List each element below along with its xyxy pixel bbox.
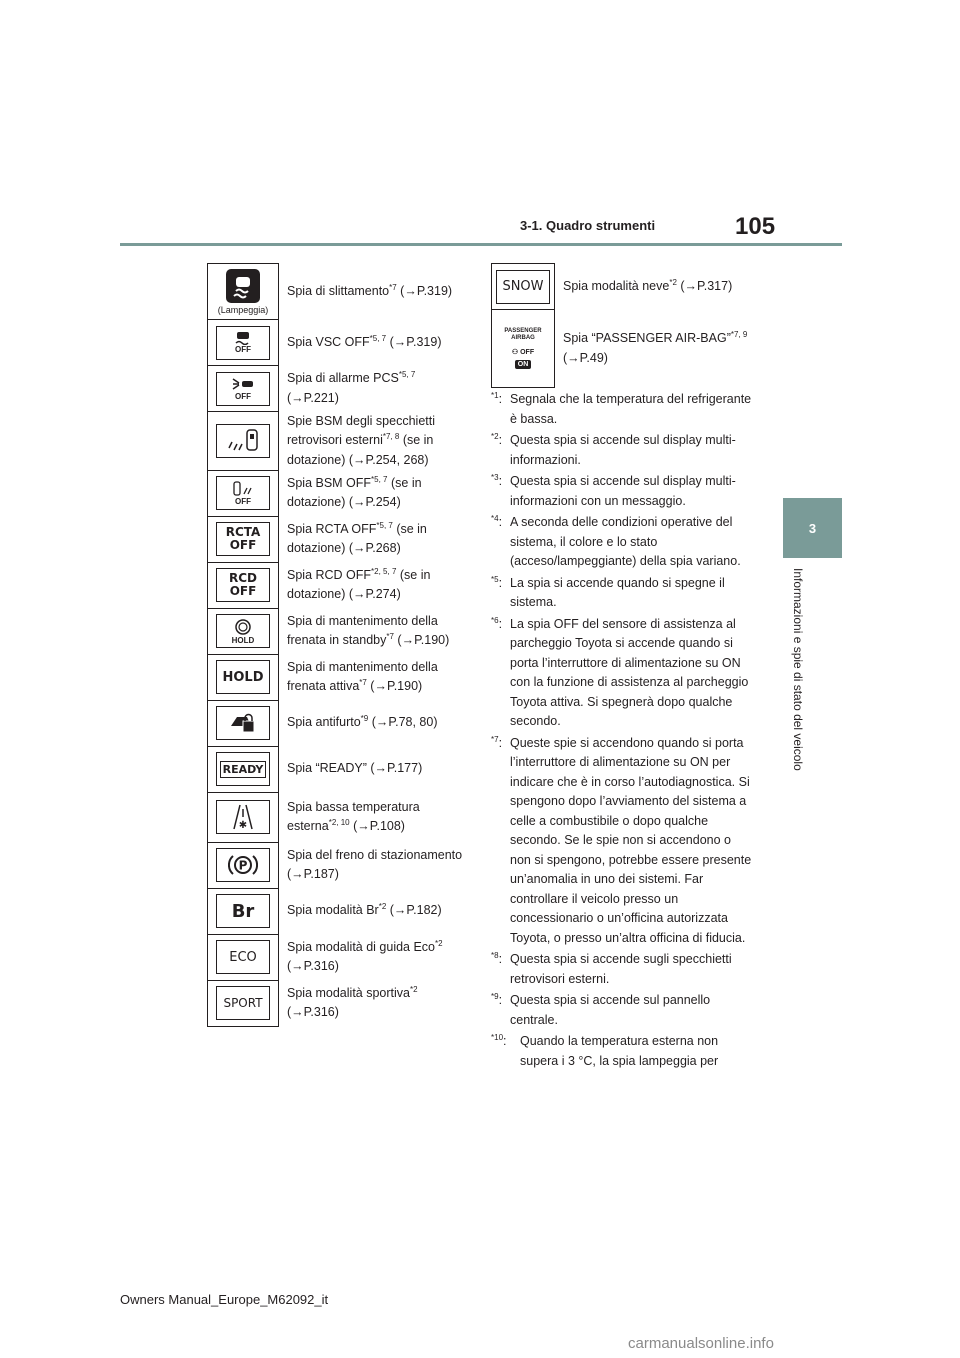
svg-text:P: P [238, 858, 248, 873]
header-rule [120, 243, 842, 246]
table-row [208, 746, 469, 792]
table-row [208, 700, 469, 746]
brake-hold-standby-icon: HOLD [208, 608, 279, 654]
footnote: $^{*1}$: Segnala che la temperatura del refrigerante è bassa. [491, 390, 752, 426]
indicator-description: Spia modalità di guida Eco$^{*2}$ (→P.316) [287, 938, 443, 973]
indicator-description: Spie BSM degli specchietti retrovisori esterni$^{*7, 8}$ (se in dotazione) (→P.254, 268) [287, 413, 435, 467]
indicator-description: Spia VSC OFF$^{*5, 7}$ (→P.319) [287, 333, 442, 349]
table-row [208, 888, 469, 934]
table-row [208, 264, 469, 320]
footnote: $^{*2}$: Questa spia si accende sul display multi-informazioni. [491, 431, 736, 467]
watermark: carmanualsonline.info [628, 1335, 774, 1352]
ready-icon: READY [208, 746, 279, 792]
chapter-label: Informazioni e spie di stato del veicolo [791, 568, 805, 771]
rcta-off-icon: RCTA OFF [208, 516, 279, 562]
table-row [208, 980, 469, 1026]
security-indicator-icon [208, 700, 279, 746]
indicator-description: Spia “READY” (→P.177) [287, 761, 423, 776]
indicator-description: Spia modalità neve$^{*2}$ (→P.317) [563, 277, 733, 293]
indicator-description: Spia RCTA OFF$^{*5, 7}$ (se in dotazione) (→P.268) [287, 520, 427, 555]
page-number: 105 [735, 213, 776, 240]
vsc-off-icon: OFF [208, 320, 279, 366]
table-row [208, 516, 469, 562]
indicator-description: Spia di mantenimento della frenata attiva$^{*7}$ (→P.190) [287, 659, 438, 693]
icon-caption: (Lampeggia) [217, 304, 269, 315]
indicator-table-left [207, 263, 469, 1027]
indicator-description: Spia di mantenimento della frenata in standby$^{*7}$ (→P.190) [287, 613, 450, 647]
footer-text: Owners Manual_Europe_M62092_it [120, 1292, 329, 1307]
table-row [208, 792, 469, 842]
slip-indicator-icon [208, 264, 279, 320]
indicator-description: Spia antifurto$^{*9}$ (→P.78, 80) [287, 714, 438, 730]
table-row [208, 562, 469, 608]
table-row [208, 608, 469, 654]
table-row [208, 366, 469, 412]
table-row [208, 470, 469, 516]
passenger-airbag-icon: PASSENGER AIRBAG ⚇ OFF ON [492, 310, 555, 388]
footnote: $^{*3}$: Questa spia si accende sul display multi-informazioni con un messaggio. [491, 472, 736, 508]
bsm-mirror-icon [208, 412, 279, 471]
chapter-tab: 3 [783, 498, 842, 558]
footnote: $^{*10}$: Quando la temperatura esterna non supera i 3 °C, la spia lampeggia per [491, 1032, 719, 1068]
indicator-description: Spia di slittamento$^{*7}$ (→P.319) [287, 282, 453, 298]
brake-hold-active-icon: HOLD [208, 654, 279, 700]
footnote: $^{*4}$: A seconda delle condizioni operative del sistema, il colore e lo stato (acceso/lampeggiante) della spia variano. [491, 513, 741, 568]
indicator-description: Spia “PASSENGER AIR-BAG”$^{*7, 9}$ (→P.49) [563, 329, 748, 365]
table-row [208, 412, 469, 471]
footnote: $^{*6}$: La spia OFF del sensore di assistenza al parcheggio Toyota si accende quando si porta l’interruttore di alimentazione su ON con la funzione di assistenza al parcheggio Toyota attiva. Si spegnerà dopo qualche secondo. [491, 615, 749, 728]
br-mode-icon: Br [208, 888, 279, 934]
table-row [492, 264, 753, 310]
footnote: $^{*7}$: Queste spie si accendono quando si porta l’interruttore di alimentazione su ON per indicare che è in corso l’autodiagnostica. Si spengono dopo l’avviamento del sistema a celle a combustibile o dopo qualche secondo. Se le spie non si accendono o non si spengono, potrebbe essere presente un’anomalia in uno dei sistemi. Far controllare il veicolo presso un concessionario o un’officina autorizzata Toyota, o presso un’altra officina di fiducia. [491, 734, 752, 945]
snow-mode-icon: SNOW [492, 264, 555, 310]
footnote: $^{*8}$: Questa spia si accende sugli specchietti retrovisori esterni. [491, 950, 732, 986]
bsm-off-icon: OFF [208, 470, 279, 516]
indicator-description: Spia di allarme PCS$^{*5, 7}$ (→P.221) [287, 369, 416, 405]
rcd-off-icon: RCD OFF [208, 562, 279, 608]
pcs-warning-icon: OFF [208, 366, 279, 412]
table-row [208, 934, 469, 980]
indicator-description: Spia BSM OFF$^{*5, 7}$ (se in dotazione) (→P.254) [287, 474, 422, 509]
table-row [208, 320, 469, 366]
indicator-description: Spia RCD OFF$^{*2, 5, 7}$ (se in dotazione) (→P.274) [287, 566, 431, 601]
table-row [208, 654, 469, 700]
footnote: $^{*5}$: La spia si accende quando si spegne il sistema. [491, 574, 725, 609]
parking-brake-icon [208, 842, 279, 888]
indicator-description: Spia modalità Br$^{*2}$ (→P.182) [287, 902, 442, 918]
indicator-description: Spia del freno di stazionamento (→P.187) [287, 847, 463, 881]
low-temperature-icon [208, 792, 279, 842]
indicator-description: Spia bassa temperatura esterna$^{*2, 10}$ (→P.108) [287, 799, 420, 833]
table-row [208, 842, 469, 888]
section-title: 3-1. Quadro strumenti [520, 218, 656, 233]
indicator-description: Spia modalità sportiva$^{*2}$ (→P.316) [287, 984, 418, 1019]
footnote: $^{*9}$: Questa spia si accende sul pannello centrale. [491, 991, 711, 1027]
table-row [492, 310, 753, 388]
footnotes [491, 390, 753, 1073]
sport-mode-icon: SPORT [208, 980, 279, 1026]
svg-text:✱: ✱ [238, 820, 248, 831]
indicator-table-right [491, 263, 753, 388]
eco-mode-icon: ECO [208, 934, 279, 980]
